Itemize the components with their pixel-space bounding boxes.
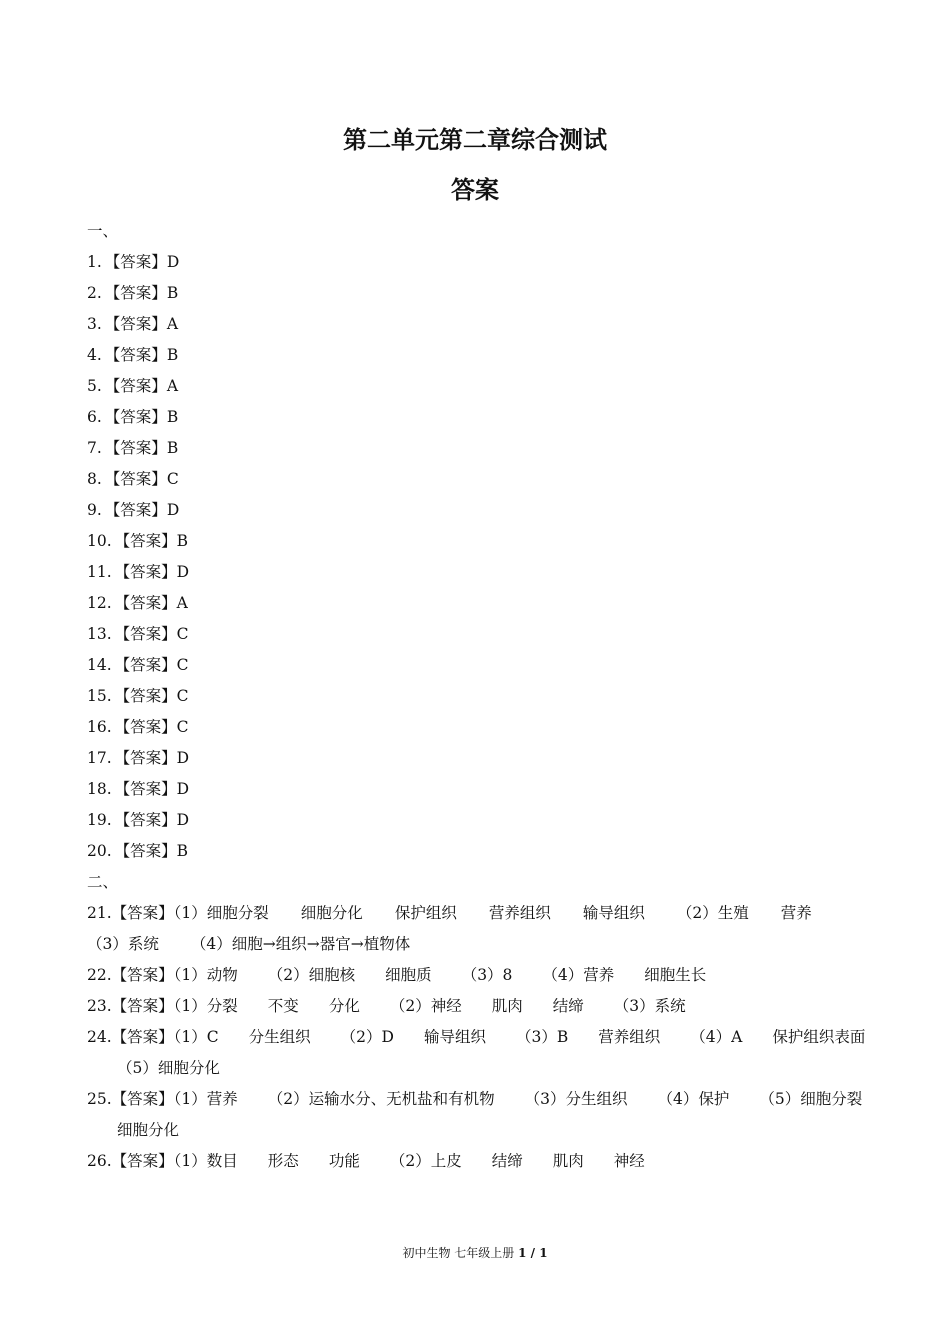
answer-num: 13. <box>87 625 112 643</box>
section-2-heading: 二、 <box>87 873 119 891</box>
answer-part: （3）系统 <box>87 935 159 953</box>
answer-part: 神经 <box>613 1152 645 1170</box>
answer-part: （2）生殖 <box>676 904 749 922</box>
answer-value: B <box>166 439 179 457</box>
section-1-heading: 一、 <box>87 222 119 240</box>
answer-num: 26. <box>87 1152 112 1170</box>
answer-label: 【答案】 <box>104 284 167 302</box>
answer-part: （2）D <box>340 1028 394 1046</box>
answer-value: B <box>166 346 179 364</box>
answer-num: 17. <box>87 749 112 767</box>
answer-value: C <box>176 687 189 705</box>
answer-num: 16. <box>87 718 112 736</box>
answer-label: 【答案】 <box>114 842 177 860</box>
answer-value: D <box>176 563 190 581</box>
answer-row <box>87 836 867 867</box>
answer-row <box>87 898 867 960</box>
answer-part: （2）运输水分、无机盐和有机物 <box>267 1090 495 1108</box>
answer-part: （4）细胞→组织→器官→植物体 <box>190 935 411 953</box>
answer-value: C <box>176 656 189 674</box>
answer-label: 【答案】 <box>114 563 177 581</box>
answer-part: （1）分裂 <box>173 997 238 1015</box>
answer-row <box>87 1146 867 1177</box>
answer-value: D <box>176 811 190 829</box>
answer-row <box>87 681 867 712</box>
answer-part: 细胞质 <box>385 966 432 984</box>
answer-row <box>87 774 867 805</box>
answer-part: （3）B <box>515 1028 569 1046</box>
answer-num: 11. <box>87 563 112 581</box>
answer-row <box>87 340 867 371</box>
page-number: 1 / 1 <box>518 1246 548 1260</box>
section-2-answers <box>87 898 867 1177</box>
answer-row <box>87 743 867 774</box>
answer-label: 【答案】 <box>114 687 177 705</box>
page-title: 第二单元第二章综合测试 <box>343 125 607 154</box>
answer-part: （5）细胞分裂 <box>759 1090 863 1108</box>
answer-label: 【答案】 <box>114 749 177 767</box>
answer-part: （1）动物 <box>173 966 238 984</box>
answer-part: （2）细胞核 <box>267 966 356 984</box>
answer-part: （1）C <box>173 1028 219 1046</box>
answer-label: 【答案】 <box>111 1028 174 1046</box>
answer-num: 9. <box>87 501 102 519</box>
answer-value: B <box>176 842 189 860</box>
answer-row <box>87 805 867 836</box>
answer-label: 【答案】 <box>114 780 177 798</box>
answer-part: （3）分生组织 <box>524 1090 628 1108</box>
answer-part: 分生组织 <box>248 1028 311 1046</box>
answer-num: 7. <box>87 439 102 457</box>
answer-num: 10. <box>87 532 112 550</box>
answer-value: D <box>166 501 180 519</box>
answer-part: 功能 <box>328 1152 360 1170</box>
answer-value: A <box>176 594 188 612</box>
answer-part: 形态 <box>267 1152 299 1170</box>
answer-part: （1）细胞分裂 <box>173 904 269 922</box>
answer-label: 【答案】 <box>104 470 167 488</box>
answer-part: 输导组织 <box>582 904 645 922</box>
answer-label: 【答案】 <box>104 253 167 271</box>
answer-part: （2）上皮 <box>389 1152 462 1170</box>
answer-part: 肌肉 <box>552 1152 584 1170</box>
answer-value: B <box>166 284 179 302</box>
answer-num: 14. <box>87 656 112 674</box>
answer-row <box>87 1084 867 1146</box>
answer-value: A <box>166 377 179 395</box>
answer-num: 19. <box>87 811 112 829</box>
answer-label: 【答案】 <box>114 625 177 643</box>
answer-label: 【答案】 <box>114 594 177 612</box>
answer-label: 【答案】 <box>104 439 167 457</box>
answer-part: 保护组织 <box>394 904 457 922</box>
answer-label: 【答案】 <box>104 315 167 333</box>
answer-row <box>87 557 867 588</box>
answer-label: 【答案】 <box>111 1090 174 1108</box>
answer-row <box>87 433 867 464</box>
footer-text: 初中生物 七年级上册 <box>402 1246 515 1260</box>
answer-part: （1）营养 <box>173 1090 238 1108</box>
answer-num: 15. <box>87 687 112 705</box>
answer-row <box>87 278 867 309</box>
answer-row <box>87 712 867 743</box>
answer-num: 5. <box>87 377 102 395</box>
answer-label: 【答案】 <box>111 904 174 922</box>
answer-value: B <box>166 408 179 426</box>
answer-num: 22. <box>87 966 112 984</box>
answer-label: 【答案】 <box>104 377 167 395</box>
answer-part: 不变 <box>267 997 299 1015</box>
page-subtitle: 答案 <box>451 175 499 204</box>
answer-part: （4）A <box>690 1028 743 1046</box>
answer-row <box>87 371 867 402</box>
answer-num: 25. <box>87 1090 112 1108</box>
answer-row <box>87 309 867 340</box>
answer-num: 6. <box>87 408 102 426</box>
answer-value: B <box>176 532 189 550</box>
answer-part: （3）8 <box>461 966 513 984</box>
answer-label: 【答案】 <box>114 718 177 736</box>
answer-part: 细胞分化 <box>117 1121 180 1139</box>
answer-label: 【答案】 <box>104 346 167 364</box>
answer-num: 4. <box>87 346 102 364</box>
answer-part: （4）营养 <box>542 966 615 984</box>
answer-row <box>87 619 867 650</box>
page-footer <box>0 1244 950 1262</box>
answer-part: 细胞分化 <box>300 904 363 922</box>
answer-num: 3. <box>87 315 102 333</box>
answer-row <box>87 1022 867 1084</box>
answer-row <box>87 991 867 1022</box>
answer-label: 【答案】 <box>104 408 167 426</box>
answer-num: 12. <box>87 594 112 612</box>
answer-row <box>87 247 867 278</box>
answer-row <box>87 464 867 495</box>
answer-part: 分化 <box>328 997 360 1015</box>
answer-num: 23. <box>87 997 112 1015</box>
answer-num: 20. <box>87 842 112 860</box>
answer-part: 结缔 <box>552 997 584 1015</box>
answer-value: C <box>176 718 189 736</box>
answer-part: 结缔 <box>491 1152 523 1170</box>
answer-part: 营养组织 <box>488 904 551 922</box>
answer-row <box>87 402 867 433</box>
answer-label: 【答案】 <box>111 1152 174 1170</box>
answer-value: D <box>166 253 180 271</box>
answer-num: 2. <box>87 284 102 302</box>
answer-part: 细胞生长 <box>644 966 707 984</box>
answer-part: 营养组织 <box>598 1028 661 1046</box>
answer-label: 【答案】 <box>111 997 174 1015</box>
answer-label: 【答案】 <box>111 966 174 984</box>
answer-part: （3）系统 <box>613 997 686 1015</box>
answer-label: 【答案】 <box>114 811 177 829</box>
answer-label: 【答案】 <box>114 656 177 674</box>
answer-row <box>87 960 867 991</box>
answer-label: 【答案】 <box>114 532 177 550</box>
answer-row <box>87 650 867 681</box>
answer-num: 21. <box>87 904 112 922</box>
answer-label: 【答案】 <box>104 501 167 519</box>
section-1-answers <box>87 247 867 867</box>
answer-value: A <box>166 315 179 333</box>
answer-row <box>87 526 867 557</box>
answer-part: 营养 <box>780 904 812 922</box>
answer-value: C <box>166 470 179 488</box>
answer-part: 保护组织表面 <box>772 1028 866 1046</box>
answer-part: （5）细胞分化 <box>117 1059 220 1077</box>
answer-part: 输导组织 <box>423 1028 486 1046</box>
answer-row <box>87 495 867 526</box>
answer-num: 24. <box>87 1028 112 1046</box>
answer-part: （1）数目 <box>173 1152 238 1170</box>
answer-content <box>87 216 867 1177</box>
answer-value: C <box>176 625 189 643</box>
answer-num: 18. <box>87 780 112 798</box>
answer-num: 1. <box>87 253 102 271</box>
answer-value: D <box>176 780 190 798</box>
answer-row <box>87 588 867 619</box>
answer-part: 肌肉 <box>491 997 523 1015</box>
answer-part: （2）神经 <box>389 997 462 1015</box>
answer-value: D <box>176 749 190 767</box>
answer-num: 8. <box>87 470 102 488</box>
answer-part: （4）保护 <box>657 1090 730 1108</box>
